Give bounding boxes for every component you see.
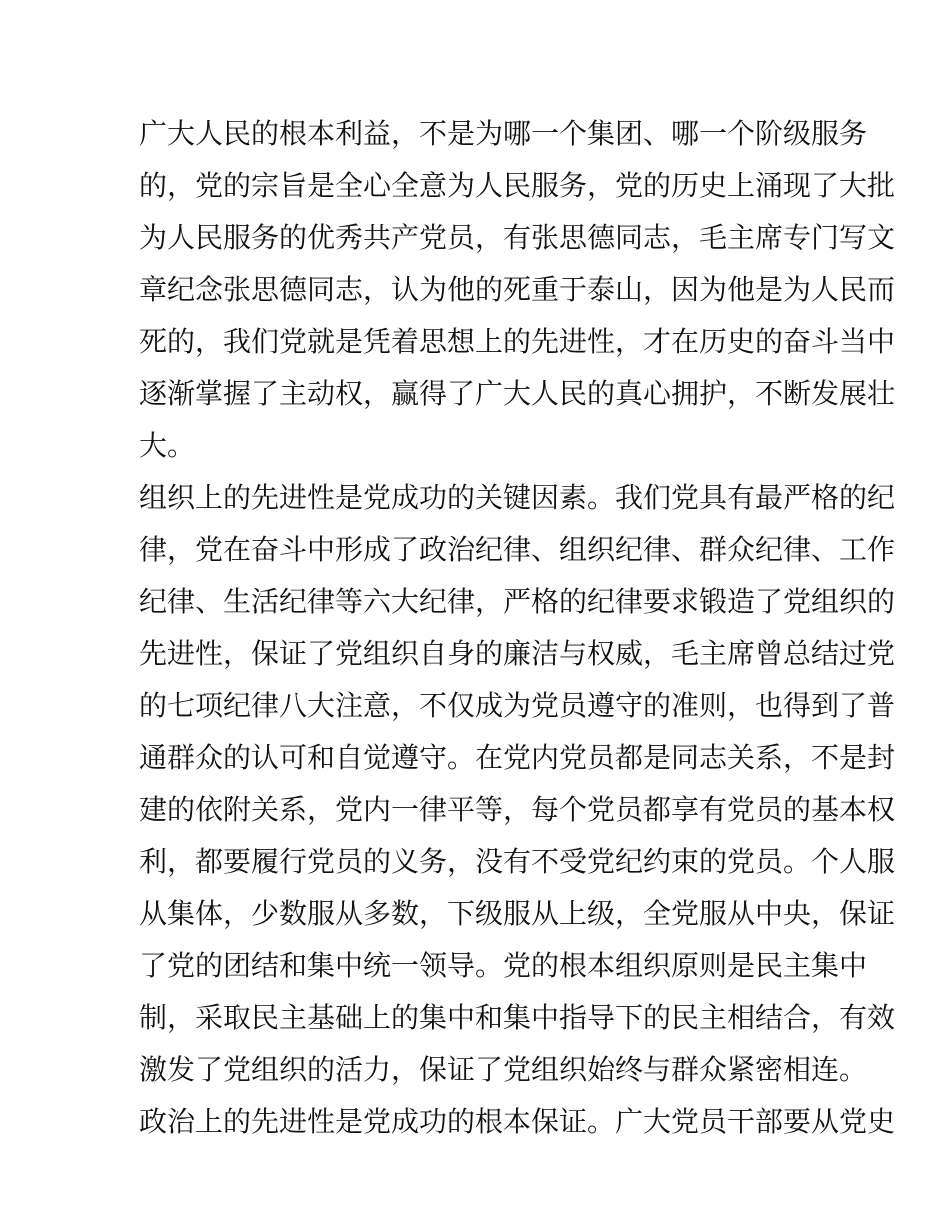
- text-line: 建的依附关系，党内一律平等，每个党员都享有党员的基本权: [139, 793, 896, 826]
- text-line: 章纪念张思德同志，认为他的死重于泰山，因为他是为人民而: [139, 273, 896, 306]
- text-line: 激发了党组织的活力，保证了党组织始终与群众紧密相连。: [139, 1053, 868, 1086]
- body-text: [139, 108, 896, 1148]
- text-line: 纪律、生活纪律等六大纪律，严格的纪律要求锻造了党组织的: [139, 585, 896, 618]
- text-line: 律，党在奋斗中形成了政治纪律、组织纪律、群众纪律、工作: [139, 533, 896, 566]
- text-line: 的七项纪律八大注意，不仅成为党员遵守的准则，也得到了普: [139, 689, 896, 722]
- text-line: 通群众的认可和自觉遵守。在党内党员都是同志关系，不是封: [139, 741, 896, 774]
- text-line: 政治上的先进性是党成功的根本保证。广大党员干部要从党史: [139, 1105, 896, 1138]
- text-line: 利，都要履行党员的义务，没有不受党纪约束的党员。个人服: [139, 845, 896, 878]
- text-line: 为人民服务的优秀共产党员，有张思德同志，毛主席专门写文: [139, 221, 896, 254]
- text-line: 了党的团结和集中统一领导。党的根本组织原则是民主集中: [139, 949, 868, 982]
- text-line: 先进性，保证了党组织自身的廉洁与权威，毛主席曾总结过党: [139, 637, 896, 670]
- text-line: 广大人民的根本利益，不是为哪一个集团、哪一个阶级服务: [139, 117, 868, 150]
- text-line: 从集体，少数服从多数，下级服从上级，全党服从中央，保证: [139, 897, 896, 930]
- text-line: 制，采取民主基础上的集中和集中指导下的民主相结合，有效: [139, 1001, 896, 1034]
- text-line: 大。: [139, 429, 196, 462]
- text-line: 逐渐掌握了主动权，赢得了广大人民的真心拥护，不断发展壮: [139, 377, 896, 410]
- text-line: 组织上的先进性是党成功的关键因素。我们党具有最严格的纪: [139, 481, 896, 514]
- text-line: 的，党的宗旨是全心全意为人民服务，党的历史上涌现了大批: [139, 169, 896, 202]
- text-line: 死的，我们党就是凭着思想上的先进性，才在历史的奋斗当中: [139, 325, 896, 358]
